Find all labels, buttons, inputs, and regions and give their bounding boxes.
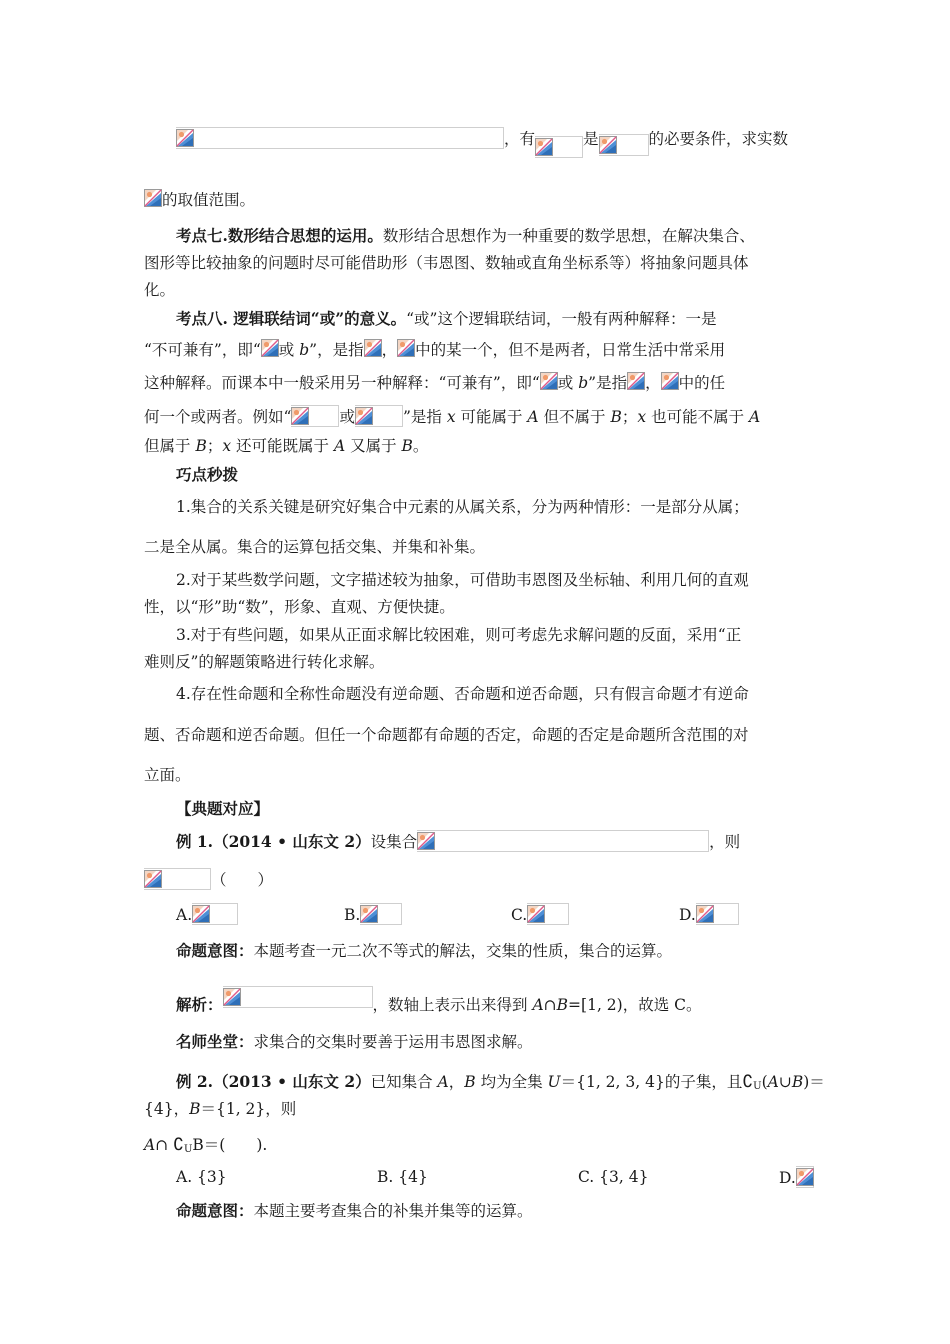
text: x: [446, 408, 456, 426]
text: 化。: [144, 281, 176, 299]
formula-image: [535, 136, 583, 158]
text: 又属于: [345, 437, 402, 455]
text: A: [527, 408, 539, 426]
formula-image: [417, 830, 709, 852]
k8-line2: [144, 338, 725, 361]
text: b: [299, 341, 310, 359]
text: ∪: [778, 1073, 792, 1091]
formula-image: [540, 371, 558, 393]
broken-image-icon: [397, 339, 415, 357]
text: U: [547, 1073, 561, 1091]
k8-title: 考点八. 逻辑联结词“或”的意义。: [176, 309, 407, 328]
text: 的取值范围。: [162, 191, 256, 209]
text: ∩: [155, 1136, 174, 1154]
ex1-option-b: [344, 903, 402, 926]
k8-line4: [144, 405, 760, 428]
tip-4a: 4.存在性命题和全称性命题没有逆命题、否命题和逆否命题，只有假言命题才有逆命: [176, 685, 749, 703]
text: x: [222, 437, 232, 455]
text: 本题考查一元二次不等式的解法，交集的性质，集合的运算。: [253, 942, 673, 960]
ex2-option-c: C. {3, 4}: [578, 1168, 649, 1186]
text: 或: [557, 374, 579, 392]
text: 设集合: [370, 833, 418, 851]
text: ，: [381, 341, 398, 359]
broken-image-icon: [599, 136, 617, 154]
ex1-option-d: [679, 903, 739, 926]
ex2-line3: [144, 1134, 267, 1161]
text: ＝( ).: [203, 1136, 268, 1154]
text: 是: [583, 130, 599, 148]
text: 的必要条件，求实数: [648, 130, 789, 148]
text: U: [753, 1081, 762, 1092]
text: 这种解释。而课本中一般采用另一种解释：“可兼有”，即“: [144, 374, 540, 392]
ex2-option-d: [779, 1166, 814, 1189]
option-label: D.: [779, 1169, 796, 1187]
text: B: [195, 437, 207, 455]
intent-label: 命题意图：: [176, 941, 254, 960]
complement-symbol: ∁: [173, 1135, 184, 1155]
text: A: [532, 996, 544, 1014]
text: 已知集合: [370, 1073, 438, 1091]
text: x: [637, 408, 647, 426]
option-label: D.: [679, 906, 696, 924]
text: 图形等比较抽象的问题时尽可能借助形（韦恩图、数轴或直角坐标系等）将抽象问题具体: [144, 254, 749, 272]
k7-title: 考点七.数形结合思想的运用。: [176, 226, 383, 245]
broken-image-icon: [661, 372, 679, 390]
text: U: [183, 1144, 193, 1155]
p1b-line: [144, 188, 255, 211]
text: ；: [621, 408, 638, 426]
ex2-line1: [176, 1071, 825, 1098]
formula-image: [291, 405, 339, 427]
text: ”是指: [402, 408, 447, 426]
text: ，有: [504, 130, 536, 148]
text: 数形结合思想作为一种重要的数学思想，在解决集合、: [382, 227, 755, 245]
text: B: [791, 1073, 804, 1091]
formula-image: [144, 188, 162, 210]
text: b: [578, 374, 589, 392]
ex1-line1: [176, 830, 740, 853]
k8-line5: [144, 435, 428, 457]
p1-line: [176, 127, 788, 158]
k7-line2: [144, 252, 749, 274]
text: 可能属于: [455, 408, 528, 426]
text: 还可能既属于: [231, 437, 334, 455]
text: 或: [278, 341, 300, 359]
formula-image: [364, 338, 382, 360]
text: ，: [448, 1073, 465, 1091]
text: ；: [206, 437, 223, 455]
formula-image: [627, 371, 645, 393]
broken-image-icon: [796, 1168, 814, 1186]
text: ，: [645, 374, 661, 392]
text: 本题主要考查集合的补集并集等的运算。: [253, 1202, 533, 1220]
text: “不可兼有”，即“: [144, 341, 261, 359]
text: (: [761, 1073, 768, 1091]
text: B: [464, 1073, 476, 1091]
broken-image-icon: [417, 832, 435, 850]
formula-image: [176, 127, 504, 149]
broken-image-icon: [261, 339, 279, 357]
ex1-option-c: [511, 903, 569, 926]
broken-image-icon: [360, 905, 378, 923]
k8-line1: [176, 308, 716, 330]
broken-image-icon: [696, 905, 714, 923]
text: A: [749, 408, 761, 426]
text: B: [192, 1136, 204, 1154]
tip-2b: 性，以“形”助“数”，形象、直观、方便快捷。: [144, 598, 455, 616]
text: ∩: [543, 996, 557, 1014]
broken-image-icon: [355, 407, 373, 425]
text: 。: [412, 437, 429, 455]
formula-image: [144, 868, 211, 890]
tip-4b: 题、否命题和逆否命题。但任一个命题都有命题的否定，命题的否定是命题所含范围的对: [144, 726, 749, 744]
formula-image: [261, 338, 279, 360]
text: B: [610, 408, 622, 426]
ex1-label: 例 1.（2014 • 山东文 2）: [176, 832, 371, 851]
text: 求集合的交集时要善于运用韦恩图求解。: [253, 1033, 533, 1051]
broken-image-icon: [223, 988, 241, 1006]
text: B: [189, 1100, 201, 1118]
text: ”，是指: [309, 341, 364, 359]
text: B: [401, 437, 413, 455]
k7-line3: [144, 279, 175, 301]
text: B: [556, 996, 569, 1014]
tips-title: 巧点秒拨: [176, 465, 239, 484]
formula-image: [599, 134, 649, 156]
text: ，数轴上表示出来得到: [372, 996, 533, 1014]
text: ＝{1, 2, 3, 4}的子集，且: [560, 1073, 743, 1091]
text: 均为全集: [475, 1073, 548, 1091]
text: 中的某一个，但不是两者，日常生活中常采用: [415, 341, 726, 359]
ex2-label: 例 2.（2013 • 山东文 2）: [176, 1072, 371, 1091]
text: ＝{1, 2}，则: [200, 1100, 297, 1118]
tip-1a: 1.集合的关系关键是研究好集合中元素的从属关系，分为两种情形：一是部分从属；: [176, 498, 749, 516]
broken-image-icon: [291, 407, 309, 425]
text: （ ）: [211, 871, 274, 889]
text: A: [437, 1073, 449, 1091]
text: A: [144, 1136, 156, 1154]
tip-2a: 2.对于某些数学问题，文字描述较为抽象，可借助韦恩图及坐标轴、利用几何的直观: [176, 571, 749, 589]
text: 也可能不属于: [646, 408, 749, 426]
ex1-teacher: [176, 1031, 533, 1053]
formula-image: [223, 986, 373, 1008]
text: )＝: [803, 1073, 825, 1091]
formula-image: [360, 903, 402, 925]
text: 但属于: [144, 437, 196, 455]
broken-image-icon: [627, 372, 645, 390]
formula-image: [696, 903, 739, 925]
formula-image: [192, 903, 238, 925]
ex1-option-a: [176, 903, 238, 926]
text: ，则: [709, 833, 741, 851]
text: A: [767, 1073, 779, 1091]
text: “或”这个逻辑联结词，一般有两种解释：一是: [406, 310, 717, 328]
k8-line3: [144, 371, 725, 394]
broken-image-icon: [540, 372, 558, 390]
option-label: A.: [176, 906, 193, 924]
text: =[1, 2)，故选 C。: [568, 996, 702, 1014]
text: ”是指: [588, 374, 628, 392]
ex1-analysis: [176, 986, 702, 1016]
tip-1b: 二是全从属。集合的运算包括交集、并集和补集。: [144, 538, 486, 556]
formula-image: [397, 338, 415, 360]
complement-symbol: ∁: [742, 1072, 754, 1092]
ex2-line2: [144, 1098, 296, 1120]
formula-image: [796, 1166, 814, 1188]
text: A: [333, 437, 346, 455]
broken-image-icon: [527, 905, 545, 923]
text: 中的任: [678, 374, 726, 392]
option-label: C.: [511, 906, 528, 924]
intent-label: 命题意图：: [176, 1201, 254, 1220]
tip-3b: 难则反”的解题策略进行转化求解。: [144, 653, 385, 671]
tip-3a: 3.对于有些问题，如果从正面求解比较困难，则可考虑先求解问题的反面，采用“正: [176, 626, 742, 644]
formula-image: [527, 903, 569, 925]
analysis-label: 解析：: [176, 995, 223, 1014]
ex2-option-a: A. {3}: [176, 1168, 227, 1186]
typical-title: 【典题对应】: [176, 799, 270, 818]
broken-image-icon: [176, 129, 194, 147]
broken-image-icon: [144, 189, 162, 207]
ex2-intent: [176, 1200, 533, 1222]
ex1-line2: [144, 868, 273, 891]
teacher-label: 名师坐堂：: [176, 1032, 254, 1051]
broken-image-icon: [364, 339, 382, 357]
formula-image: [661, 371, 679, 393]
text: 但不属于: [538, 408, 611, 426]
ex1-intent: [176, 940, 672, 962]
option-label: B.: [344, 906, 361, 924]
broken-image-icon: [144, 870, 162, 888]
ex2-option-b: B. {4}: [377, 1168, 428, 1186]
broken-image-icon: [535, 138, 553, 156]
k7-line1: [176, 225, 755, 247]
formula-image: [355, 405, 403, 427]
broken-image-icon: [192, 905, 210, 923]
text: 何一个或两者。例如“: [144, 408, 292, 426]
tip-4c: 立面。: [144, 766, 191, 784]
text: {4}，: [144, 1100, 190, 1118]
text: 或: [339, 408, 355, 426]
